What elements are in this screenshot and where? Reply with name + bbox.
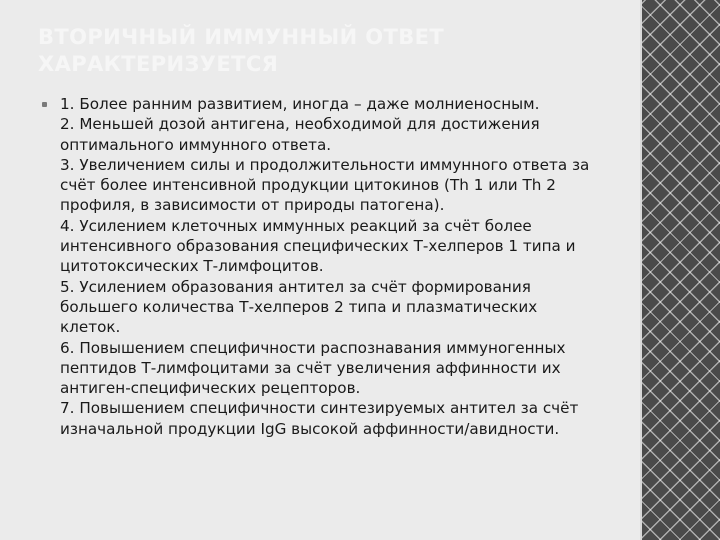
decorative-pattern-strip	[640, 0, 720, 540]
list-item: 1. Более ранним развитием, иногда – даже молниеносным.	[60, 95, 540, 113]
slide-title: ВТОРИЧНЫЙ ИММУННЫЙ ОТВЕТ ХАРАКТЕРИЗУЕТСЯ	[38, 25, 445, 76]
slide-content	[42, 94, 602, 439]
list-item: 5. Усилением образования антител за счёт формирования большего количества Т-хелперов 2 типа и плазматических клеток.	[60, 277, 538, 337]
list-item: 3. Увеличением силы и продолжительности иммунного ответа за счёт более интенсивной продукции цитокинов (Th 1 или Th 2 профиля, в зависимости от природы патогена).	[60, 155, 590, 215]
list-item: 2. Меньшей дозой антигена, необходимой для достижения оптимального иммунного ответа.	[60, 115, 540, 154]
list-item: 4. Усилением клеточных иммунных реакций за счёт более интенсивного образования специфических Т-хелперов 1 типа и цитотоксических Т-лимфоцитов.	[60, 216, 576, 276]
bullet-icon	[42, 102, 47, 107]
list-item: 7. Повышением специфичности синтезируемых антител за счёт изначальной продукции IgG высокой аффинности/авидности.	[60, 399, 579, 438]
bullet-text	[60, 94, 602, 439]
list-item: 6. Повышением специфичности распознавания иммуногенных пептидов Т-лимфоцитами за счёт увеличения аффинности их антиген-специфических рецепторов.	[60, 338, 566, 398]
